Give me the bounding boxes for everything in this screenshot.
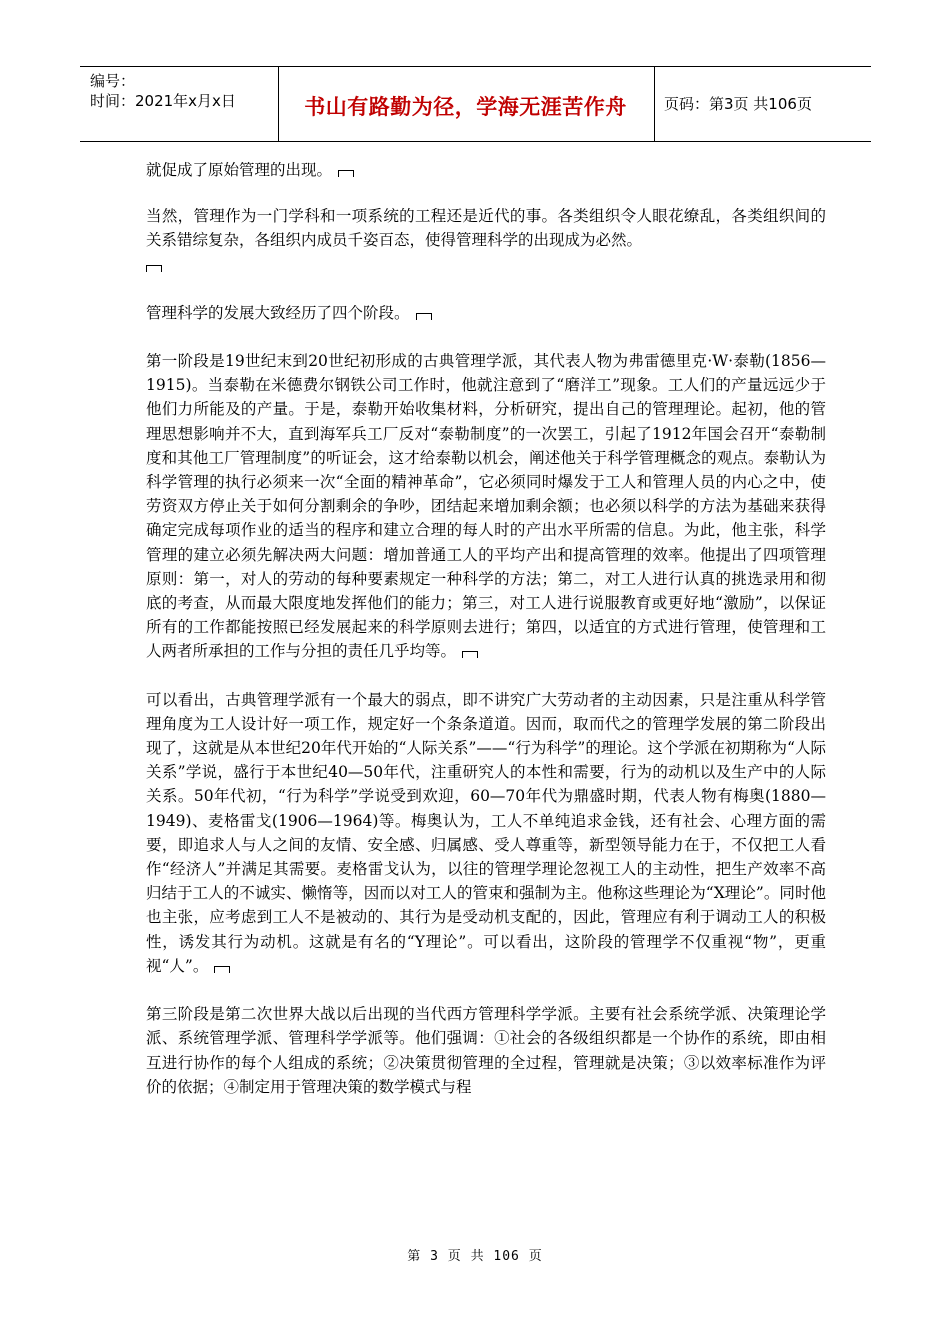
paragraph-mark-icon xyxy=(416,313,432,320)
paragraph-text: 可以看出，古典管理学派有一个最大的弱点，即不讲究广大劳动者的主动因素，只是注重从科学管理角度为工人设计好一项工作，规定好一个条条道道。因而，取而代之的管理学发展的第二阶段出现了，这就是从本世纪20年代开始的“人际关系”——“行为科学”的理论。这个学派在初期称为“人际关系”学说，盛行于本世纪40—50年代，注重研究人的本性和需要，行为的动机以及生产中的人际关系。50年代初，“行为科学”学说受到欢迎，60—70年代为鼎盛时期，代表人物有梅奥(1880—1949)、麦格雷戈(1906—1964)等。梅奥认为，工人不单纯追求金钱，还有社会、心理方面的需要，即追求人与人之间的友情、安全感、归属感、受人尊重等，新型领导能力在于，不仅把工人看作“经济人”并满足其需要。麦格雷戈认为，以往的管理学理论忽视工人的主动性，把生产效率不高归结于工人的不诚实、懒惰等，因而以对工人的管束和强制为主。他称这些理论为“X理论”。同时他也主张，应考虑到工人不是被动的、其行为是受动机支配的，因此，管理应有利于调动工人的积极性，诱发其行为动机。这就是有名的“Y理论”。可以看出，这阶段的管理学不仅重视“物”，更重视“人”。 xyxy=(146,690,826,975)
paragraph-text: 第一阶段是19世纪末到20世纪初形成的古典管理学派，其代表人物为弗雷德里克·W·泰勒(1856—1915)。当泰勒在米德费尔钢铁公司工作时，他就注意到了“磨洋工”现象。工人们的产量远远少于他们力所能及的产量。于是，泰勒开始收集材料，分析研究，提出自己的管理理论。起初，他的管理思想影响并不大，直到海军兵工厂反对“泰勒制度”的一次罢工，引起了1912年国会召开“泰勒制度和其他工厂管理制度”的听证会，这才给泰勒以机会，阐述他关于科学管理概念的观点。泰勒认为科学管理的执行必须来一次“全面的精神革命”，它必须同时爆发于工人和管理人员的内心之中，使劳资双方停止关于如何分割剩余的争吵，团结起来增加剩余额；也必须以科学的方法为基础来获得确定完成每项作业的适当的程序和建立合理的每人时的产出水平所需的信息。为此，他主张，科学管理的建立必须先解决两大问题：增加普通工人的平均产出和提高管理的效率。他提出了四项管理原则：第一，对人的劳动的每种要素规定一种科学的方法；第二，对工人进行认真的挑选录用和彻底的考查，从而最大限度地发挥他们的能力；第三，对工人进行说服教育或更好地“激励”，以保证所有的工作都能按照已经发展起来的科学原则去进行；第四，以适宜的方式进行管理，使管理和工人两者所承担的工作与分担的责任几乎均等。 xyxy=(146,352,826,661)
paragraph-text: 当然，管理作为一门学科和一项系统的工程还是近代的事。各类组织令人眼花缭乱，各类组织间的关系错综复杂，各组织内成员千姿百态，使得管理科学的出现成为必然。 xyxy=(146,207,826,250)
paragraph xyxy=(146,688,826,978)
paragraph-text: 管理科学的发展大致经历了四个阶段。 xyxy=(146,303,410,322)
paragraph xyxy=(146,204,826,277)
date-label: 时间：2021年x月x日 xyxy=(90,92,236,110)
paragraph-text: 就促成了原始管理的出现。 xyxy=(146,161,333,179)
paragraph xyxy=(146,301,826,325)
paragraph-mark-icon xyxy=(214,966,230,973)
paragraph xyxy=(146,1002,826,1099)
paragraph xyxy=(146,349,826,664)
header-motto: 书山有路勤为径，学海无涯苦作舟 xyxy=(304,95,627,119)
paragraph xyxy=(146,158,826,182)
number-label: 编号： xyxy=(90,72,136,90)
header-divider xyxy=(654,67,655,141)
paragraph-mark-icon xyxy=(146,265,162,272)
paragraph-mark-icon xyxy=(338,170,354,177)
page-header xyxy=(80,66,871,142)
page-info: 页码：第3页 共106页 xyxy=(664,95,812,113)
page-footer: 第 3 页 共 106 页 xyxy=(407,1249,543,1264)
paragraph-text: 第三阶段是第二次世界大战以后出现的当代西方管理科学学派。主要有社会系统学派、决策理论学派、系统管理学派、管理科学学派等。他们强调：①社会的各级组织都是一个协作的系统，即由相互进行协作的每个人组成的系统；②决策贯彻管理的全过程，管理就是决策；③以效率标准作为评价的依据；④制定用于管理决策的数学模式与程 xyxy=(146,1005,826,1096)
document-body xyxy=(146,158,826,1123)
paragraph-mark-icon xyxy=(462,651,478,658)
header-left xyxy=(90,71,236,111)
